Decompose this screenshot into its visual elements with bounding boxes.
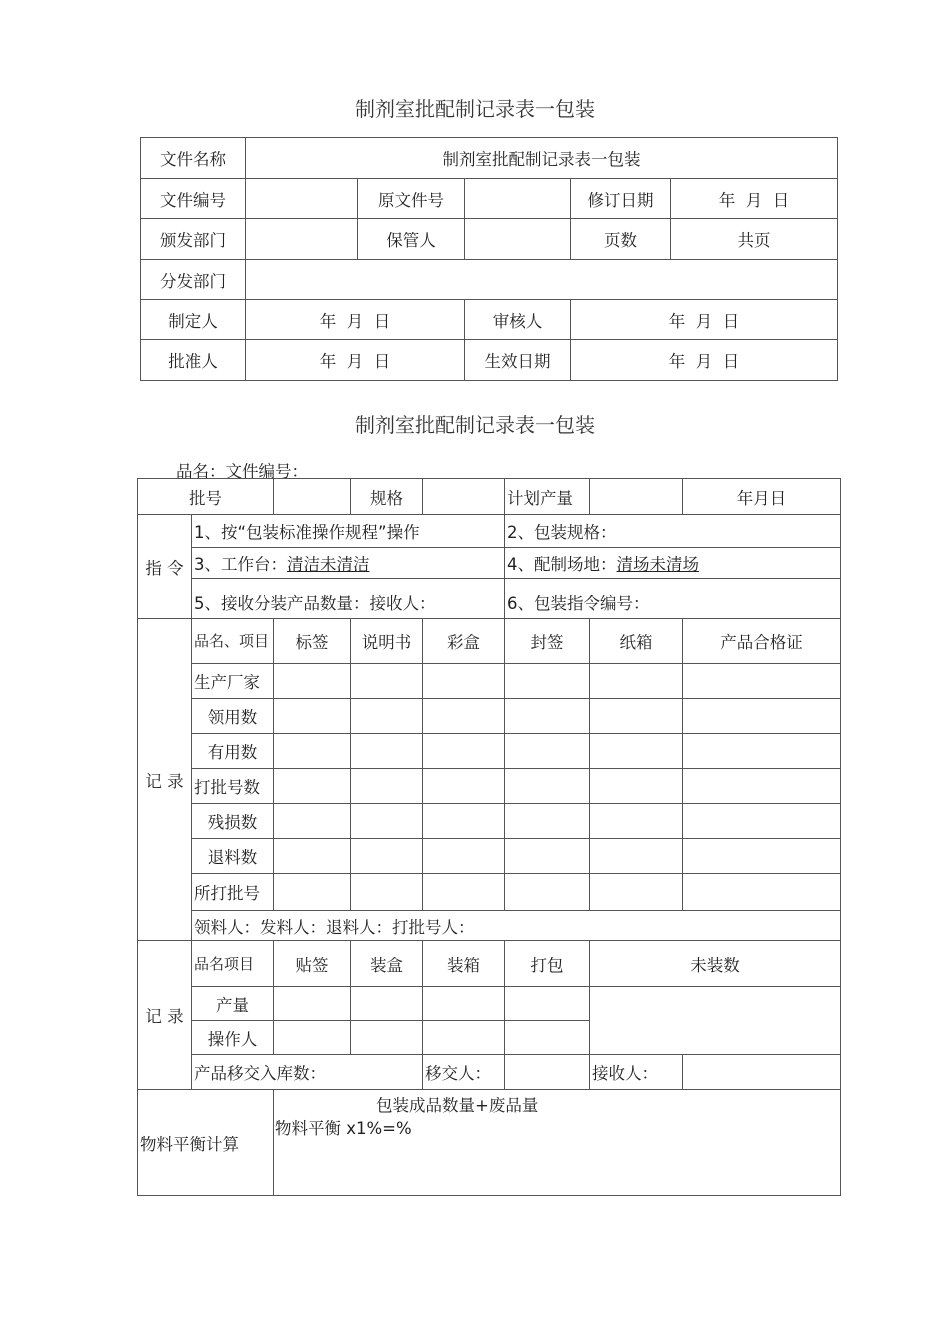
rec2-header-cartoning: 装箱 (423, 941, 505, 987)
file-name-value: 制剂室批配制记录表一包装 (246, 138, 838, 179)
rec1-header-manual: 说明书 (351, 619, 423, 664)
issue-dept-cell[interactable] (246, 219, 358, 260)
reviewer-date: 年 月 日 (571, 300, 838, 340)
batch-label: 批号 (138, 479, 274, 515)
rec1-row-usable: 有用数 (192, 734, 274, 769)
table-cell[interactable] (351, 839, 423, 874)
instruction-label: 指 令 (138, 515, 192, 619)
table-cell[interactable] (274, 987, 351, 1021)
rec2-header-item: 品名项目 (192, 941, 274, 987)
pages-value: 共页 (671, 219, 838, 260)
table-cell[interactable] (423, 804, 505, 839)
table-cell[interactable] (274, 769, 351, 804)
record-label-1: 记 录 (138, 619, 192, 941)
table-cell[interactable] (683, 839, 841, 874)
table-cell[interactable] (505, 1021, 590, 1055)
instruction-3-value[interactable]: 清洁未清洁 (287, 555, 370, 574)
balance-numerator: 包装成品数量+废品量 (376, 1096, 539, 1115)
date-label: 年月日 (683, 479, 841, 515)
effective-date: 年 月 日 (571, 340, 838, 381)
transfer-qty-label: 产品移交入库数： (192, 1055, 423, 1090)
rec2-row-output: 产量 (192, 987, 274, 1021)
table-cell[interactable] (683, 874, 841, 911)
rec1-header-carton: 纸箱 (590, 619, 683, 664)
table-cell[interactable] (351, 664, 423, 699)
rec2-header-unpacked: 未装数 (590, 941, 841, 987)
pre-table-line: 品名：文件编号： (176, 462, 308, 481)
table-cell[interactable] (274, 664, 351, 699)
receiver-label: 接收人： (590, 1055, 683, 1090)
keeper-label: 保管人 (358, 219, 465, 260)
table-cell[interactable] (505, 769, 590, 804)
table-cell[interactable] (351, 734, 423, 769)
transfer-person-label: 移交人： (423, 1055, 505, 1090)
orig-file-no-label: 原文件号 (358, 179, 465, 219)
table-cell[interactable] (351, 874, 423, 911)
revise-date-value: 年 月 日 (671, 179, 838, 219)
balance-label: 物料平衡计算 (138, 1090, 274, 1196)
instruction-5: 5、接收分装产品数量：接收人： (192, 579, 505, 619)
rec1-row-manufacturer: 生产厂家 (192, 664, 274, 699)
table-cell[interactable] (351, 987, 423, 1021)
document-title-2: 制剂室批配制记录表一包装 (355, 413, 595, 437)
table-cell[interactable] (505, 804, 590, 839)
table-cell[interactable] (423, 699, 505, 734)
rec1-header-certificate: 产品合格证 (683, 619, 841, 664)
approver-label: 批准人 (141, 340, 246, 381)
maker-date: 年 月 日 (246, 300, 465, 340)
table-cell[interactable] (423, 1021, 505, 1055)
batch-value-cell[interactable] (274, 479, 351, 515)
balance-formula: 物料平衡 x1%=% (275, 1119, 412, 1138)
table-cell[interactable] (590, 769, 683, 804)
approver-date: 年 月 日 (246, 340, 465, 381)
table-cell[interactable] (590, 734, 683, 769)
instruction-2: 2、包装规格： (505, 515, 841, 548)
instruction-1: 1、按“包装标准操作规程”操作 (192, 515, 505, 548)
table-cell[interactable] (274, 734, 351, 769)
main-table (137, 478, 841, 1196)
rec2-header-labeling: 贴签 (274, 941, 351, 987)
table-cell[interactable] (423, 874, 505, 911)
instruction-4 (505, 548, 841, 579)
rec1-header-item: 品名、项目 (192, 619, 274, 664)
table-cell[interactable] (505, 734, 590, 769)
header-table (140, 137, 838, 381)
rec2-header-packing: 打包 (505, 941, 590, 987)
document-title-1: 制剂室批配制记录表一包装 (355, 97, 595, 121)
table-cell[interactable] (505, 664, 590, 699)
keeper-cell[interactable] (465, 219, 571, 260)
table-cell[interactable] (505, 839, 590, 874)
file-name-label: 文件名称 (141, 138, 246, 179)
rec1-header-seal: 封签 (505, 619, 590, 664)
table-cell[interactable] (683, 769, 841, 804)
table-cell[interactable] (423, 734, 505, 769)
spec-label: 规格 (351, 479, 423, 515)
file-no-label: 文件编号 (141, 179, 246, 219)
reviewer-label: 审核人 (465, 300, 571, 340)
table-cell[interactable] (274, 804, 351, 839)
file-no-cell[interactable] (246, 179, 358, 219)
rec1-row-returned: 退料数 (192, 839, 274, 874)
receiver-cell[interactable] (683, 1055, 841, 1090)
rec1-row-batch-printed: 打批号数 (192, 769, 274, 804)
spec-value-cell[interactable] (423, 479, 505, 515)
table-cell[interactable] (351, 1021, 423, 1055)
table-cell[interactable] (351, 699, 423, 734)
table-cell[interactable] (683, 699, 841, 734)
table-cell[interactable] (274, 1021, 351, 1055)
table-cell[interactable] (351, 804, 423, 839)
rec1-header-colorbox: 彩盒 (423, 619, 505, 664)
table-cell[interactable] (423, 664, 505, 699)
table-cell[interactable] (683, 804, 841, 839)
rec2-header-boxing: 装盒 (351, 941, 423, 987)
balance-cell[interactable] (274, 1090, 841, 1196)
plan-output-cell[interactable] (590, 479, 683, 515)
rec1-footer: 领料人：发料人：退料人：打批号人： (192, 911, 841, 941)
instruction-4-prefix: 4、配制场地： (507, 555, 617, 574)
transfer-person-cell[interactable] (505, 1055, 590, 1090)
instruction-4-value[interactable]: 清场未清场 (616, 555, 699, 574)
rec1-row-batch-numbers: 所打批号 (192, 874, 274, 911)
table-cell[interactable] (423, 839, 505, 874)
table-cell[interactable] (274, 699, 351, 734)
rec1-row-received: 领用数 (192, 699, 274, 734)
rec1-header-label: 标签 (274, 619, 351, 664)
table-cell[interactable] (590, 804, 683, 839)
table-cell[interactable] (590, 699, 683, 734)
instruction-3 (192, 548, 505, 579)
rec1-row-damaged: 残损数 (192, 804, 274, 839)
table-cell[interactable] (590, 874, 683, 911)
distrib-dept-cell[interactable] (246, 260, 838, 300)
table-cell[interactable] (423, 769, 505, 804)
instruction-3-prefix: 3、工作台： (194, 555, 287, 574)
plan-output-label: 计划产量 (505, 479, 590, 515)
distrib-dept-label: 分发部门 (141, 260, 246, 300)
table-cell[interactable] (590, 664, 683, 699)
record-label-2: 记 录 (138, 941, 192, 1090)
table-cell[interactable] (423, 987, 505, 1021)
instruction-6: 6、包装指令编号： (505, 579, 841, 619)
unpacked-value-cell[interactable] (590, 987, 841, 1055)
issue-dept-label: 颁发部门 (141, 219, 246, 260)
orig-file-no-cell[interactable] (465, 179, 571, 219)
table-cell[interactable] (274, 874, 351, 911)
table-cell[interactable] (505, 699, 590, 734)
rec2-row-operator: 操作人 (192, 1021, 274, 1055)
table-cell[interactable] (590, 839, 683, 874)
pages-label: 页数 (571, 219, 671, 260)
table-cell[interactable] (683, 664, 841, 699)
table-cell[interactable] (505, 874, 590, 911)
table-cell[interactable] (351, 769, 423, 804)
table-cell[interactable] (683, 734, 841, 769)
table-cell[interactable] (274, 839, 351, 874)
effective-label: 生效日期 (465, 340, 571, 381)
table-cell[interactable] (505, 987, 590, 1021)
maker-label: 制定人 (141, 300, 246, 340)
revise-date-label: 修订日期 (571, 179, 671, 219)
